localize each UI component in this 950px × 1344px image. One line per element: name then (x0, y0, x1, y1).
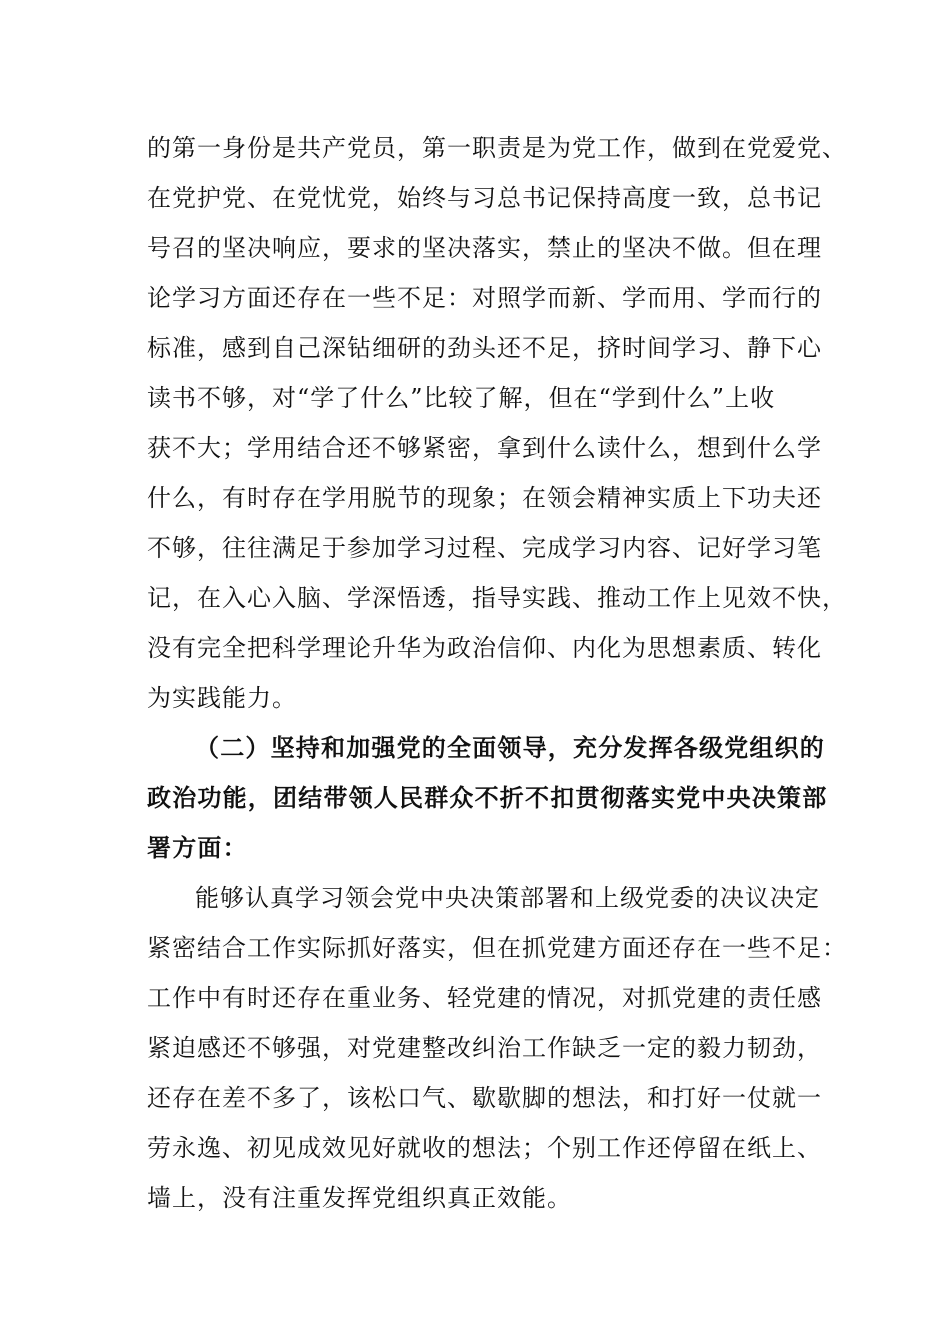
text-line: 什么，有时存在学用脱节的现象；在领会精神实质上下功夫还 (147, 484, 822, 512)
heading-line: 署方面： (147, 834, 248, 862)
paragraph-theory-study (147, 123, 847, 723)
text-line: 记，在入心入脑、学深悟透，指导实践、推动工作上见效不快， (147, 584, 847, 612)
text-line: 还存在差不多了，该松口气、歇歇脚的想法，和打好一仗就一 (147, 1084, 822, 1112)
text-line: 没有完全把科学理论升华为政治信仰、内化为思想素质、转化 (147, 634, 822, 662)
section-heading-2 (147, 723, 837, 873)
paragraph-party-building (147, 873, 847, 1223)
heading-line: 政治功能，团结带领人民群众不折不扣贯彻落实党中央决策部 (147, 784, 828, 812)
text-line: 墙上，没有注重发挥党组织真正效能。 (147, 1184, 572, 1212)
text-line: 读书不够，对“学了什么”比较了解，但在“学到什么”上收 (147, 384, 776, 412)
text-line: 工作中有时还存在重业务、轻党建的情况，对抓党建的责任感 (147, 984, 822, 1012)
heading-line: （二）坚持和加强党的全面领导，充分发挥各级党组织的 (195, 734, 825, 762)
text-line: 劳永逸、初见成效见好就收的想法；个别工作还停留在纸上、 (147, 1134, 822, 1162)
text-line: 获不大；学用结合还不够紧密，拿到什么读什么，想到什么学 (147, 434, 822, 462)
text-line: 不够，往往满足于参加学习过程、完成学习内容、记好学习笔 (147, 534, 822, 562)
text-line: 在党护党、在党忧党，始终与习总书记保持高度一致，总书记 (147, 184, 822, 212)
text-line: 紧密结合工作实际抓好落实，但在抓党建方面还存在一些不足： (147, 934, 847, 962)
text-line: 标准，感到自己深钻细研的劲头还不足，挤时间学习、静下心 (147, 334, 822, 362)
text-line: 论学习方面还存在一些不足：对照学而新、学而用、学而行的 (147, 284, 822, 312)
text-line: 为实践能力。 (147, 684, 297, 712)
text-line: 能够认真学习领会党中央决策部署和上级党委的决议决定 (195, 884, 820, 912)
text-line: 号召的坚决响应，要求的坚决落实，禁止的坚决不做。但在理 (147, 234, 822, 262)
text-line: 紧迫感还不够强，对党建整改纠治工作缺乏一定的毅力韧劲， (147, 1034, 822, 1062)
text-line: 的第一身份是共产党员，第一职责是为党工作，做到在党爱党、 (147, 134, 847, 162)
